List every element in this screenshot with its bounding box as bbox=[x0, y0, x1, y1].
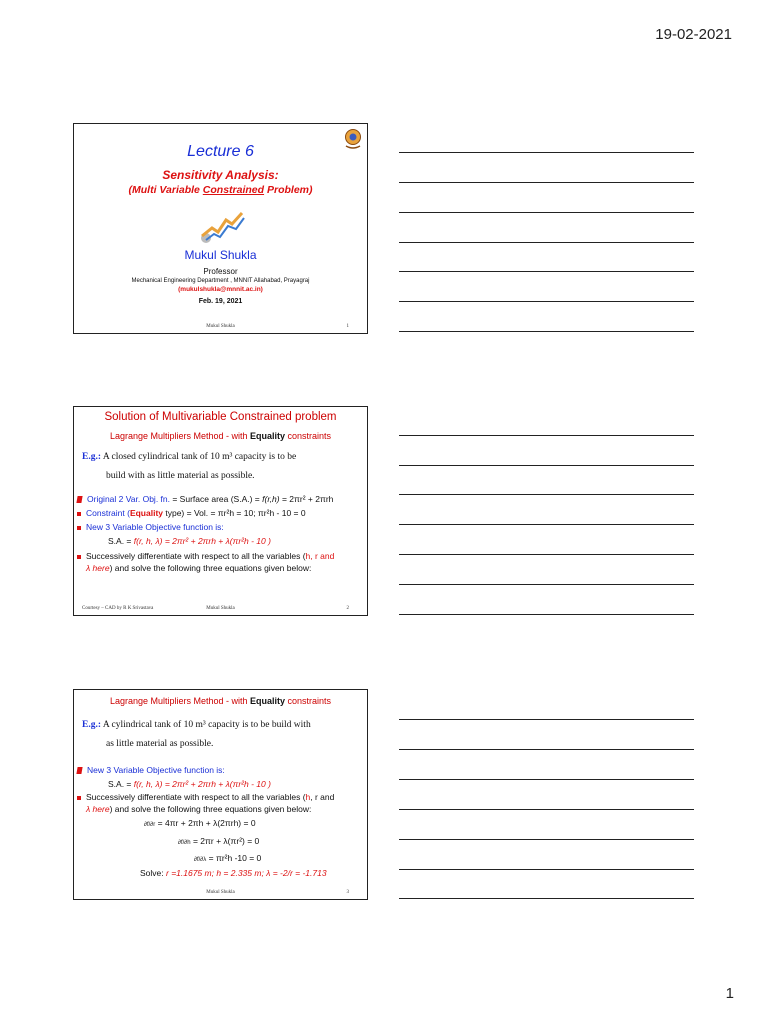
note-line bbox=[399, 182, 694, 183]
slide-courtesy: Courtesy – CAD by R K Srivastava bbox=[82, 606, 154, 611]
slide-footer: Mukul Shukla bbox=[206, 606, 235, 611]
slide-title: Sensitivity Analysis: bbox=[162, 168, 279, 182]
slide-1 bbox=[73, 123, 368, 334]
slide-2 bbox=[73, 406, 368, 616]
note-line bbox=[399, 719, 694, 720]
solution-line: Solve: r =1.1675 m; h = 2.335 m; λ = -2/r = -1.713 bbox=[140, 868, 327, 878]
equation-dr: ∂f/∂r = 4πr + 2πh + λ(2πrh) = 0 bbox=[144, 818, 256, 828]
bullet-new-objective: New 3 Variable Objective function is: bbox=[77, 522, 224, 532]
note-line bbox=[399, 779, 694, 780]
author-role: Professor bbox=[203, 267, 238, 276]
growth-chart-illustration-icon bbox=[198, 210, 248, 246]
slide-number: 3 bbox=[346, 890, 349, 895]
slide-footer: Mukul Shukla bbox=[206, 324, 235, 329]
bullet-objective: Original 2 Var. Obj. fn. = Surface area (S.A.) = f(r,h) = 2πr² + 2πrh bbox=[77, 494, 333, 504]
note-line bbox=[399, 301, 694, 302]
slide-footer: Mukul Shukla bbox=[206, 890, 235, 895]
note-line bbox=[399, 749, 694, 750]
page-number: 1 bbox=[725, 985, 734, 1002]
method-subtitle: Lagrange Multipliers Method - with Equality constraints bbox=[109, 431, 332, 441]
bullet-differentiate: Successively differentiate with respect to all the variables (h, r and bbox=[77, 551, 334, 561]
example-text: E.g.: A closed cylindrical tank of 10 m³ capacity is to be build with as little material as possible. bbox=[82, 452, 297, 481]
note-line bbox=[399, 554, 694, 555]
slide-date: Feb. 19, 2021 bbox=[198, 298, 243, 305]
bullet-differentiate-line2: λ here) and solve the following three equations given below: bbox=[86, 804, 312, 814]
bullet-constraint: Constraint (Equality type) = Vol. = πr²h = 10; πr²h - 10 = 0 bbox=[77, 508, 306, 518]
slide-number: 1 bbox=[346, 324, 349, 329]
slide-title: Solution of Multivariable Constrained problem bbox=[104, 411, 337, 423]
author-department: Mechanical Engineering Department , MNNIT Allahabad, Prayagraj bbox=[131, 278, 310, 284]
objective-function: S.A. = f(r, h, λ) = 2πr² + 2πrh + λ(πr²h - 10 ) bbox=[108, 779, 271, 789]
equation-dlambda: ∂f/∂λ = πr²h -10 = 0 bbox=[194, 853, 262, 863]
slide-3 bbox=[73, 689, 368, 900]
author-name: Mukul Shukla bbox=[184, 248, 257, 262]
note-line bbox=[399, 898, 694, 899]
note-line bbox=[399, 809, 694, 810]
method-subtitle: Lagrange Multipliers Method - with Equality constraints bbox=[109, 696, 332, 706]
note-line bbox=[399, 152, 694, 153]
bullet-differentiate: Successively differentiate with respect to all the variables (h, r and bbox=[77, 792, 334, 802]
bullet-new-objective: New 3 Variable Objective function is: bbox=[77, 765, 225, 775]
note-line bbox=[399, 271, 694, 272]
objective-function: S.A. = f(r, h, λ) = 2πr² + 2πrh + λ(πr²h - 10 ) bbox=[108, 536, 271, 546]
slide-number: 2 bbox=[346, 606, 349, 611]
header-date: 19-02-2021 bbox=[655, 26, 732, 43]
note-line bbox=[399, 242, 694, 243]
note-line bbox=[399, 839, 694, 840]
note-line bbox=[399, 494, 694, 495]
note-line bbox=[399, 212, 694, 213]
note-line bbox=[399, 465, 694, 466]
note-line bbox=[399, 869, 694, 870]
lecture-title: Lecture 6 bbox=[187, 143, 254, 160]
note-line bbox=[399, 435, 694, 436]
equation-dh: ∂f/∂h = 2πr + λ(πr²) = 0 bbox=[178, 836, 260, 846]
note-line bbox=[399, 331, 694, 332]
example-text: E.g.: A cylindrical tank of 10 m³ capacity is to be build with as little material as possible. bbox=[82, 720, 311, 749]
bullet-differentiate-line2: λ here) and solve the following three equations given below: bbox=[86, 563, 312, 573]
note-line bbox=[399, 584, 694, 585]
note-line bbox=[399, 524, 694, 525]
note-line bbox=[399, 614, 694, 615]
author-email: (mukulshukla@mnnit.ac.in) bbox=[178, 286, 263, 293]
slide-subtitle: (Multi Variable Constrained Problem) bbox=[128, 184, 313, 196]
